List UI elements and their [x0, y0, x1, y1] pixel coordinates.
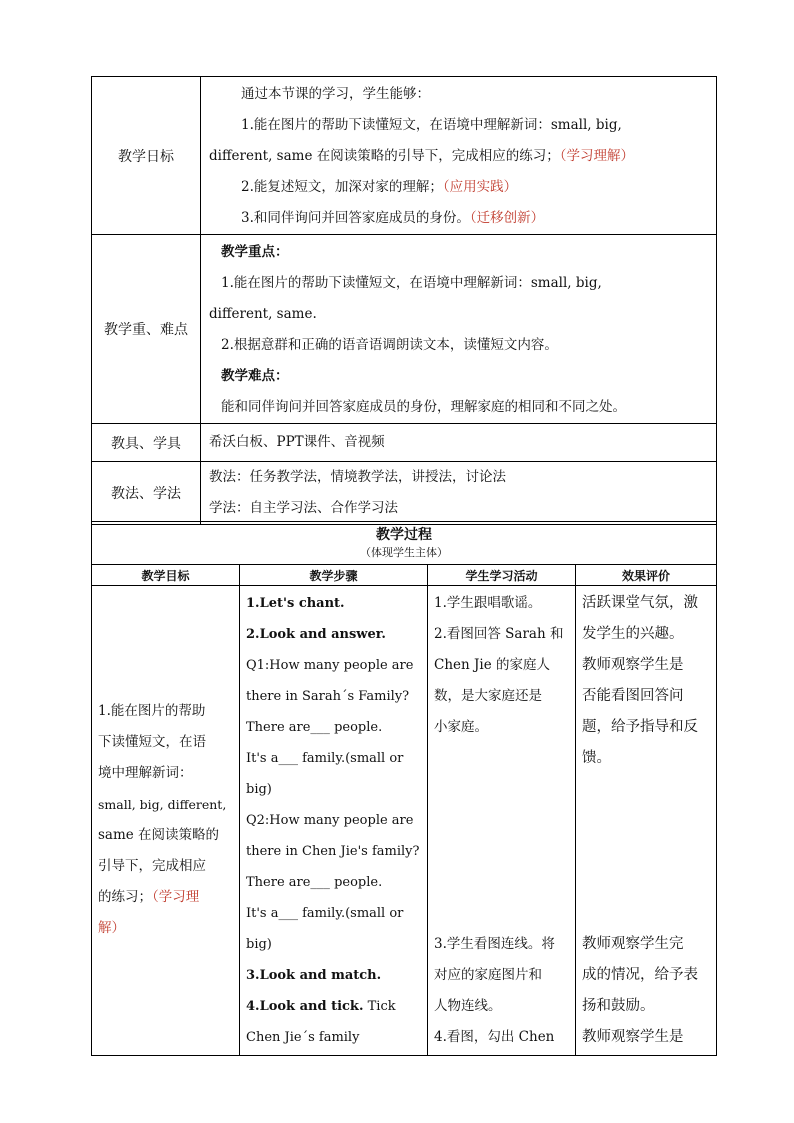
- goal-line: 境中理解新词：: [98, 764, 193, 781]
- step-4-rest: Tick: [363, 999, 396, 1014]
- goal-line: 下读懂短文，在语: [98, 733, 206, 750]
- goal-line: 1.能在图片的帮助: [98, 702, 206, 719]
- goal-line: small, big, different,: [98, 796, 227, 812]
- question-1-line: Q1:How many people are: [246, 658, 414, 673]
- question-2-line: Q2:How many people are: [246, 813, 414, 828]
- header-steps: 教学步骤: [240, 565, 428, 586]
- difficulty-item-1: 能和同伴询问并回答家庭成员的身份，理解家庭的相同和不同之处。: [221, 399, 626, 415]
- step-4-line2: Chen Jie´s family: [246, 1030, 360, 1045]
- question-1-line: there in Sarah´s Family?: [246, 689, 410, 704]
- activity-line: 对应的家庭图片和: [434, 967, 542, 983]
- step-1: 1.Let's chant.: [246, 596, 345, 611]
- process-title-row: [92, 522, 717, 565]
- goals-intro: 通过本节课的学习，学生能够：: [241, 86, 430, 102]
- activity-line: 1.学生跟唱歌谣。: [434, 595, 542, 611]
- process-row-1: [92, 586, 717, 1056]
- evaluation-line: 教师观察学生完: [582, 936, 684, 952]
- step-3: 3.Look and match.: [246, 968, 382, 983]
- goal-item-2-text: 2.能复述短文，加深对家的理解；: [241, 179, 443, 195]
- evaluation-line: 教师观察学生是: [582, 657, 684, 673]
- process-steps-text: [240, 586, 427, 1055]
- key-item-1-line2: different, same.: [209, 306, 317, 322]
- header-goal: 教学目标: [92, 565, 240, 586]
- step-4-title: 4.Look and tick.: [246, 999, 364, 1014]
- question-1-line: There are___ people.: [246, 720, 383, 735]
- goals-content: [201, 77, 717, 235]
- goal-item-1-line1: 1.能在图片的帮助下读懂短文，在语境中理解新词：small, big,: [241, 117, 622, 133]
- process-title-cell: [92, 522, 717, 565]
- process-subtitle: （体现学生主体）: [360, 546, 448, 559]
- goal-item-3: [201, 203, 716, 234]
- teaching-process-table: [91, 521, 717, 1056]
- question-1-line: big): [246, 782, 272, 797]
- activity-spacer: [434, 743, 569, 929]
- methods-label: 教法、学法: [92, 462, 201, 525]
- methods-content: [201, 462, 717, 525]
- keypoints-row: [92, 235, 717, 424]
- tools-value: 希沃白板、PPT课件、音视频: [209, 434, 385, 450]
- question-2-line: There are___ people.: [246, 875, 383, 890]
- evaluation-line: 否能看图回答问: [582, 688, 684, 704]
- activity-line: 小家庭。: [434, 719, 488, 735]
- goal-line: same 在阅读策略的: [98, 826, 220, 843]
- process-goal-text: [92, 696, 239, 946]
- goal-item-2: [201, 172, 716, 203]
- key-item-1-line1: 1.能在图片的帮助下读懂短文，在语境中理解新词：small, big,: [221, 275, 602, 291]
- activity-line: 4.看图，勾出 Chen: [434, 1029, 555, 1045]
- key-item-2: 2.根据意群和正确的语音语调朗读文本，读懂短文内容。: [221, 337, 558, 353]
- process-activities-text: [428, 586, 575, 1055]
- activity-line: 人物连线。: [434, 998, 502, 1014]
- goal-line-with-tag: [98, 882, 233, 913]
- evaluation-line: 题，给予指导和反: [582, 719, 698, 735]
- evaluation-line: 扬和鼓励。: [582, 998, 655, 1014]
- evaluation-line: 成的情况，给予表: [582, 967, 698, 983]
- process-header-row: [92, 565, 717, 586]
- process-goal-cell: [92, 586, 240, 1056]
- question-2-line: there in Chen Jie's family?: [246, 844, 420, 859]
- step-4: [246, 991, 421, 1022]
- header-activities: 学生学习活动: [428, 565, 576, 586]
- goal-line-text: 的练习；: [98, 888, 152, 905]
- step-2: 2.Look and answer.: [246, 627, 386, 642]
- question-2-line: It's a___ family.(small or: [246, 906, 404, 921]
- goal-item-3-tag: （迁移创新）: [469, 210, 545, 226]
- goals-label: 教学日标: [92, 77, 201, 235]
- evaluation-line: 活跃课堂气氛，激: [582, 595, 698, 611]
- methods-row: [92, 462, 717, 525]
- process-title: 教学过程: [376, 527, 432, 543]
- activity-line: 数，是大家庭还是: [434, 688, 542, 704]
- tools-label: 教具、学具: [92, 424, 201, 462]
- goal-tag: （学习理: [152, 888, 200, 905]
- goal-item-1-tag: （学习理解）: [559, 148, 634, 164]
- key-heading: 教学重点：: [221, 244, 289, 260]
- lesson-info-table: [91, 76, 717, 525]
- process-evaluation-text: [576, 586, 716, 1055]
- tools-content: [201, 424, 717, 462]
- activity-line: Chen Jie 的家庭人: [434, 657, 551, 673]
- evaluation-line: 发学生的兴趣。: [582, 626, 684, 642]
- goal-line: 引导下，完成相应: [98, 857, 206, 874]
- evaluation-line: 教师观察学生是: [582, 1029, 684, 1045]
- process-evaluation-cell: [576, 586, 717, 1056]
- learning-methods: 学法：自主学习法、合作学习法: [209, 500, 398, 516]
- activity-line: 3.学生看图连线。将: [434, 936, 555, 952]
- process-activities-cell: [428, 586, 576, 1056]
- difficulty-heading: 教学难点：: [221, 368, 289, 384]
- header-evaluation: 效果评价: [576, 565, 717, 586]
- teaching-methods: 教法：任务教学法，情境教学法，讲授法，讨论法: [209, 469, 506, 485]
- goal-item-2-tag: （应用实践）: [442, 179, 518, 195]
- question-2-line: big): [246, 937, 272, 952]
- question-1-line: It's a___ family.(small or: [246, 751, 404, 766]
- evaluation-spacer: [582, 774, 710, 929]
- activity-line: 2.看图回答 Sarah 和: [434, 626, 564, 642]
- goals-row: [92, 77, 717, 235]
- goal-item-3-text: 3.和同伴询问并回答家庭成员的身份。: [241, 210, 470, 226]
- keypoints-label: 教学重、难点: [92, 235, 201, 424]
- keypoints-content: [201, 235, 717, 424]
- evaluation-line: 馈。: [582, 750, 611, 766]
- goal-item-1-text: different, same 在阅读策略的引导下，完成相应的练习；: [209, 148, 560, 164]
- goal-tag-end: 解）: [98, 919, 125, 936]
- goal-item-1-line2: [201, 141, 716, 172]
- tools-row: [92, 424, 717, 462]
- process-steps-cell: [240, 586, 428, 1056]
